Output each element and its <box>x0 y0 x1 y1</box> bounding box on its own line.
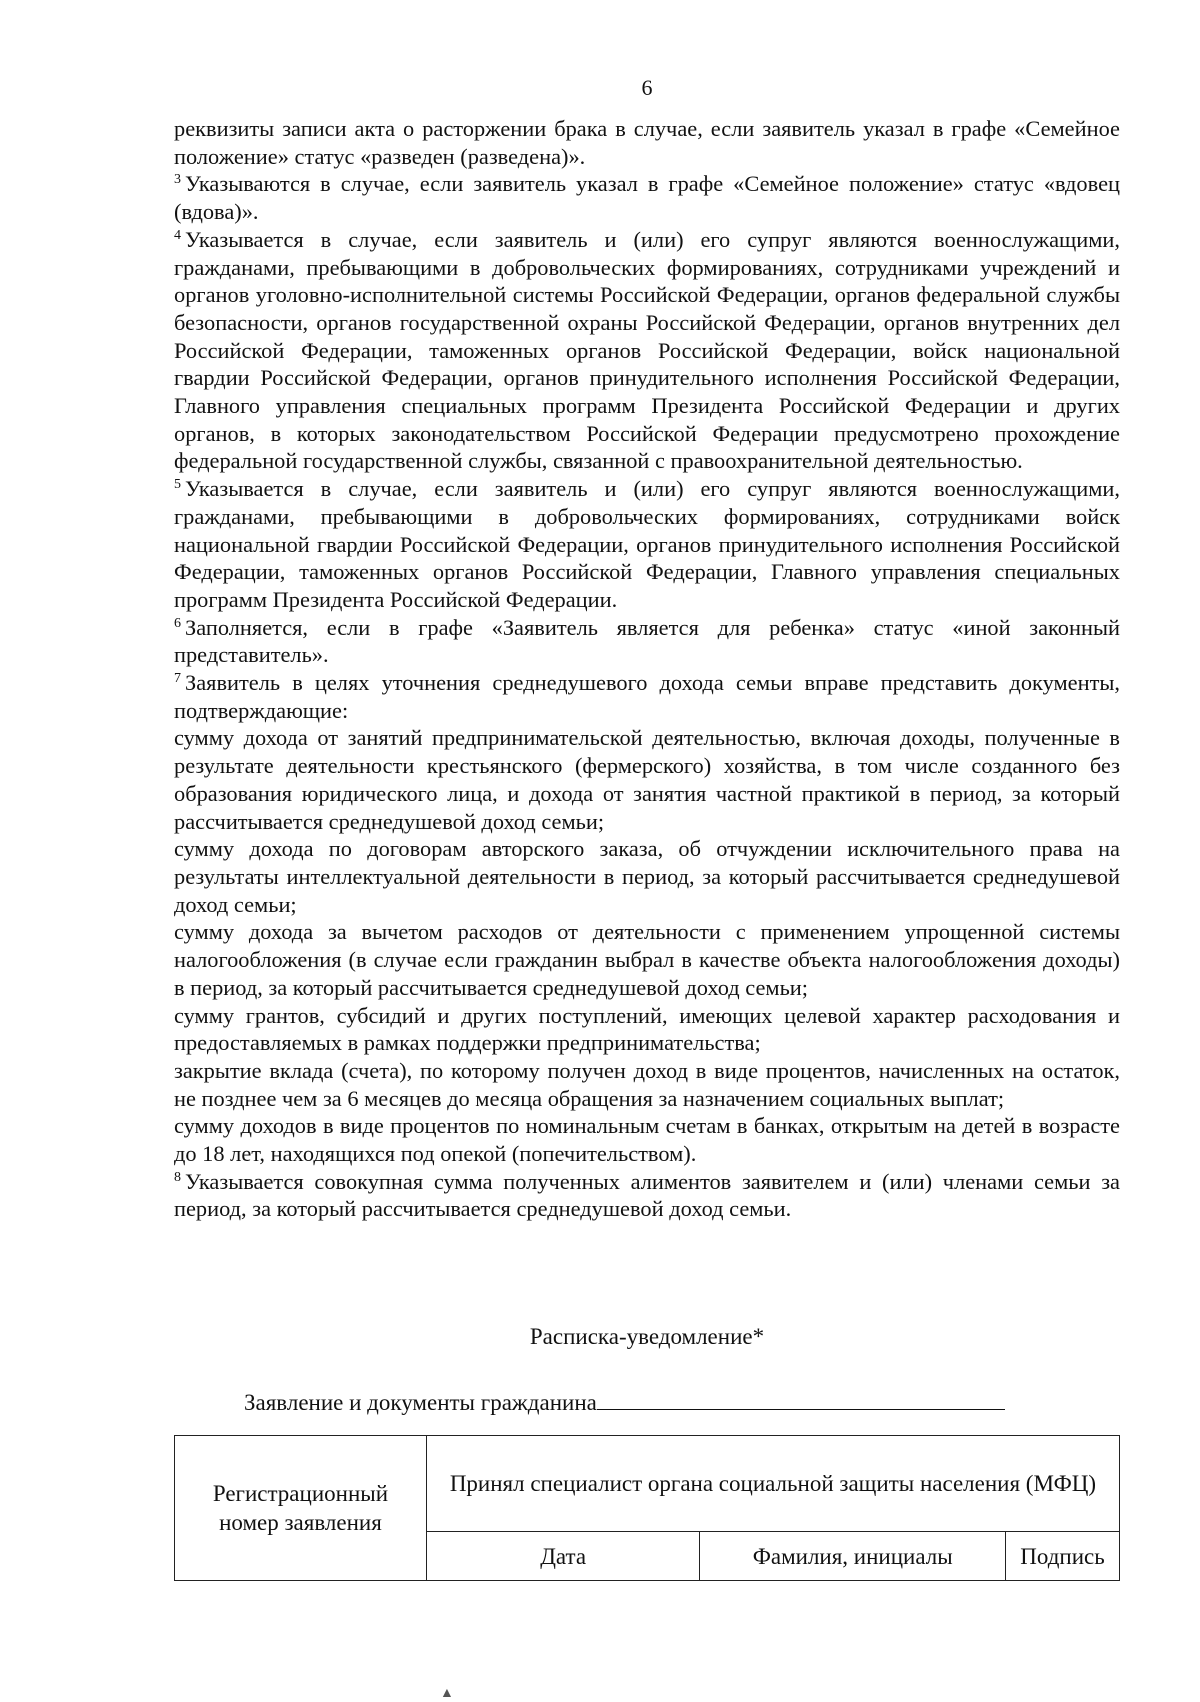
note-text: реквизиты записи акта о расторжении брака в случае, если заявитель указал в графе «Семейное положение» статус «разведен (разведена)». <box>174 116 1120 169</box>
reg-number-header: Регистрационный номер заявления <box>175 1436 427 1581</box>
note-paragraph <box>174 1057 1120 1112</box>
note-paragraph <box>174 115 1120 170</box>
scan-artifact-icon: ▲ <box>440 1686 454 1701</box>
note-text: Заполняется, если в графе «Заявитель является для ребенка» статус «иной законный представитель». <box>174 614 1120 668</box>
note-text: сумму дохода за вычетом расходов от деятельности с применением упрощенной системы налогообложения (в случае если гражданин выбрал в качестве объекта налогообложения доходы) в период, за который рассчитывается среднедушевой доход семьи; <box>174 919 1120 1000</box>
footnote-5 <box>174 475 1120 614</box>
footnote-marker: 8 <box>174 1169 181 1185</box>
note-text: Указывается в случае, если заявитель и (или) его супруг являются военнослужащими, гражданами, пребывающими в добровольческих формированиях, сотрудниками войск национальной гвардии Российской Федерации, органов принудительного исполнения Российской Федерации, таможенных органов Российской Федерации, Главного управления специальных программ Президента Российской Федерации. <box>174 476 1120 612</box>
note-paragraph <box>174 724 1120 835</box>
receipt-table <box>174 1435 1120 1581</box>
note-paragraph <box>174 1002 1120 1057</box>
note-paragraph <box>174 918 1120 1001</box>
name-header: Фамилия, инициалы <box>700 1532 1006 1581</box>
date-header: Дата <box>426 1532 700 1581</box>
footnote-marker: 4 <box>174 227 181 243</box>
note-text: закрытие вклада (счета), по которому получен доход в виде процентов, начисленных на остаток, не позднее чем за 6 месяцев до месяца обращения за назначением социальных выплат; <box>174 1057 1120 1111</box>
footnote-4 <box>174 226 1120 475</box>
footnotes <box>174 115 1120 1223</box>
note-text: Указываются в случае, если заявитель указал в графе «Семейное положение» статус «вдовец (вдова)». <box>174 171 1120 225</box>
note-text: сумму грантов, субсидий и других поступлений, имеющих целевой характер расходования и предоставляемых в рамках поддержки предпринимательства; <box>174 1002 1120 1056</box>
note-text: сумму дохода от занятий предпринимательской деятельностью, включая доходы, полученные в результате деятельности крестьянского (фермерского) хозяйства, в том числе созданного без образования юридического лица, и дохода от занятия частной практикой в период, за который рассчитывается среднедушевой доход семьи; <box>174 725 1120 834</box>
signature-header: Подпись <box>1006 1532 1120 1581</box>
page-number: 6 <box>641 75 653 100</box>
statement-line <box>244 1387 1005 1418</box>
footnote-marker: 5 <box>174 477 181 493</box>
footnote-marker: 6 <box>174 615 181 631</box>
note-text: Заявитель в целях уточнения среднедушевого дохода семьи вправе представить документы, подтверждающие: <box>174 670 1120 723</box>
footnote-marker: 7 <box>174 671 181 687</box>
note-text: сумму доходов в виде процентов по номинальным счетам в банках, открытым на детей в возрасте до 18 лет, находящихся под опекой (попечительством). <box>174 1113 1120 1167</box>
note-text: Указывается совокупная сумма полученных алиментов заявителем и (или) членами семьи за период, за который рассчитывается среднедушевой доход семьи. <box>174 1168 1120 1222</box>
footnote-marker: 3 <box>174 172 181 188</box>
footnote-8 <box>174 1168 1120 1223</box>
note-text: сумму дохода по договорам авторского заказа, об отчуждении исключительного права на результаты интеллектуальной деятельности в период, за который рассчитывается среднедушевой доход семьи; <box>174 836 1120 917</box>
accepted-by-header: Принял специалист органа социальной защиты населения (МФЦ) <box>426 1436 1119 1532</box>
footnote-7 <box>174 669 1120 724</box>
receipt-title: Расписка-уведомление* <box>529 1324 765 1349</box>
citizen-name-blank <box>597 1387 1005 1410</box>
footnote-3 <box>174 170 1120 225</box>
note-paragraph <box>174 835 1120 918</box>
footnote-6 <box>174 614 1120 669</box>
note-paragraph <box>174 1112 1120 1167</box>
statement-label: Заявление и документы гражданина <box>244 1390 597 1415</box>
note-text: Указывается в случае, если заявитель и (или) его супруг являются военнослужащими, гражданами, пребывающими в добровольческих формированиях, сотрудниками учреждений и органов уголовно-исполнительной системы Российской Федерации, органов федеральной службы безопасности, органов государственной охраны Российской Федерации, органов внутренних дел Российской Федерации, таможенных органов Российской Федерации, войск национальной гвардии Российской Федерации, органов принудительного исполнения Российской Федерации, Главного управления специальных программ Президента Российской Федерации и других органов, в которых законодательством Российской Федерации предусмотрено прохождение федеральной государственной службы, связанной с правоохранительной деятельностью. <box>174 226 1120 474</box>
